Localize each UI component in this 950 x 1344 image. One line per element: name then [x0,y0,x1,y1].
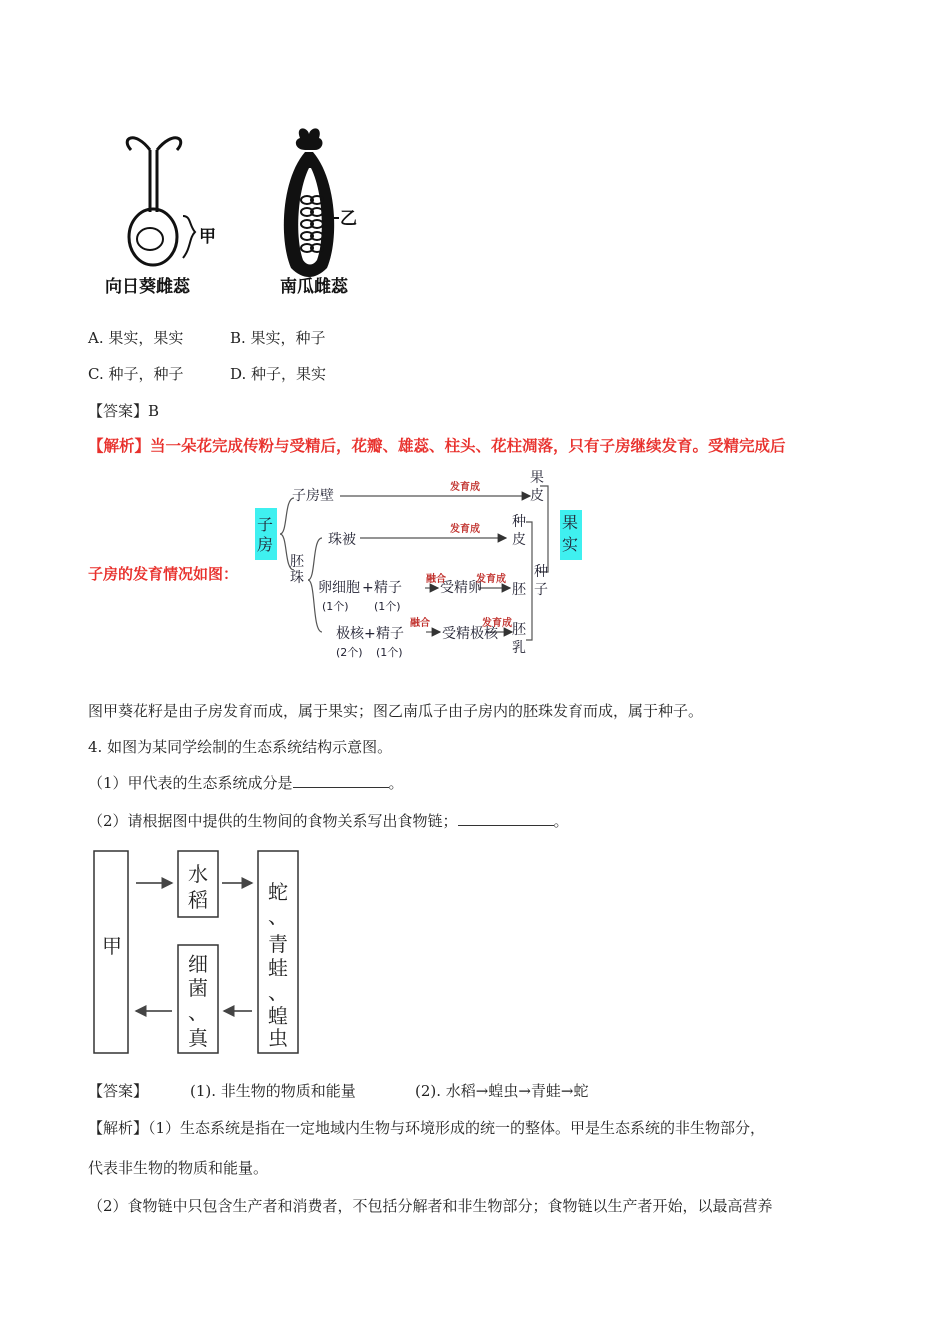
develop-label-1: 发育成 [450,482,480,493]
ovary-wall: 子房壁 [292,488,334,504]
ovary-development-diagram [250,470,590,670]
sunflower-pistil [127,138,195,265]
decomposer-4: 真 [188,1026,208,1050]
fruit-label-1: 果 [562,513,579,532]
q4-answer-1: (1). 非生物的物质和能量 [190,1082,356,1100]
diagram-caption: 子房的发育情况如图： [88,565,239,583]
ecosystem-diagram [90,845,310,1060]
rice-label-1: 水 [188,862,208,886]
integument: 珠被 [328,532,356,548]
fertilized-polar: 受精极核 [442,626,498,642]
q4-sub2-text: （2）请根据图中提供的生物间的食物关系写出食物链； [88,812,458,830]
plus-1: + [362,580,374,596]
q3-explanation: 图甲葵花籽是由子房发育而成，属于果实；图乙南瓜子由子房内的胚珠发育而成，属于种子。 [88,702,704,720]
option-d: D. 种子，果实 [230,365,327,383]
consumer-4: 蛙 [268,956,288,980]
consumer-2: 、 [268,904,288,928]
decomposer-2: 菌 [188,976,208,1000]
consumer-5: 、 [268,980,288,1004]
sperm-1: 精子 [374,580,402,596]
pumpkin-label: 南瓜雌蕊 [280,277,348,297]
decomposer-1: 细 [188,952,208,976]
q4-sub1-text: （1）甲代表的生态系统成分是 [88,774,293,792]
pericarp-2: 皮 [530,488,544,504]
consumer-3: 青 [268,932,288,956]
ovary-label: 子 [257,515,274,534]
count-polar: (2个) [336,646,363,659]
fuse-label-2: 融合 [410,618,430,629]
q4-sub1 [88,773,404,793]
seedcoat-2: 皮 [512,532,526,548]
q4-blank-1[interactable] [293,773,389,788]
count-egg: (1个) [322,600,349,613]
endosperm-1: 胚 [512,622,526,638]
q4-analysis-2: （2）食物链中只包含生产者和消费者，不包括分解者和非生物部分；食物链以生产者开始，以最高营养 [88,1197,773,1215]
ovule: 胚 [290,554,304,570]
q4-answer-label: 【答案】 [88,1082,149,1100]
q3-answer: 【答案】B [88,402,160,420]
q3-analysis: 【解析】当一朵花完成传粉与受精后，花瓣、雄蕊、柱头、花柱凋落，只有子房继续发育。受精完成后 [88,437,786,455]
count-sperm-2: (1个) [376,646,403,659]
q4-sub2-end: 。 [553,812,569,830]
sunflower-label: 向日葵雌蕊 [105,277,190,297]
sperm-2: 精子 [376,626,404,642]
develop-label-4: 发育成 [482,618,512,629]
q4-sub1-end: 。 [388,774,404,792]
seedcoat-1: 种 [512,514,526,530]
jia-label: 甲 [199,227,216,247]
fuse-label-1: 融合 [426,574,446,585]
pistil-figure [95,120,385,300]
pumpkin-pistil [284,128,339,277]
plus-2: + [364,626,376,642]
zygote: 受精卵 [440,580,482,596]
fruit-label-2: 实 [562,535,579,554]
q4-title: 4. 如图为某同学绘制的生态系统结构示意图。 [88,738,393,756]
q4-sub2 [88,811,569,831]
endosperm-2: 乳 [512,640,526,656]
consumer-6: 蝗 [268,1004,288,1028]
q4-blank-2[interactable] [458,811,554,826]
decomposer-3: 、 [188,1000,208,1024]
polar-nuclei: 极核 [336,626,364,642]
box-jia-label: 甲 [102,934,122,958]
seed-1: 种 [534,564,548,580]
ovary-label-2: 房 [257,535,274,554]
egg-cell: 卵细胞 [318,580,360,596]
consumer-7: 虫 [268,1026,288,1050]
seed-2: 子 [534,582,548,598]
embryo: 胚 [512,582,526,598]
yi-label: 乙 [340,209,357,229]
pericarp-1: 果 [530,470,544,486]
count-sperm-1: (1个) [374,600,401,613]
consumer-1: 蛇 [268,880,288,904]
option-c: C. 种子，种子 [88,365,184,383]
develop-label-3: 发育成 [476,574,506,585]
option-b: B. 果实，种子 [230,329,326,347]
q4-analysis-1b: 代表非生物的物质和能量。 [88,1159,269,1177]
ovule-2: 珠 [290,570,304,586]
q4-answer-2: (2). 水稻→蝗虫→青蛙→蛇 [415,1082,589,1100]
q4-analysis-1a: 【解析】（1）生态系统是指在一定地域内生物与环境形成的统一的整体。甲是生态系统的非生物部分， [88,1119,766,1137]
develop-label-2: 发育成 [450,524,480,535]
rice-label-2: 稻 [188,888,208,912]
option-a: A. 果实，果实 [88,329,184,347]
